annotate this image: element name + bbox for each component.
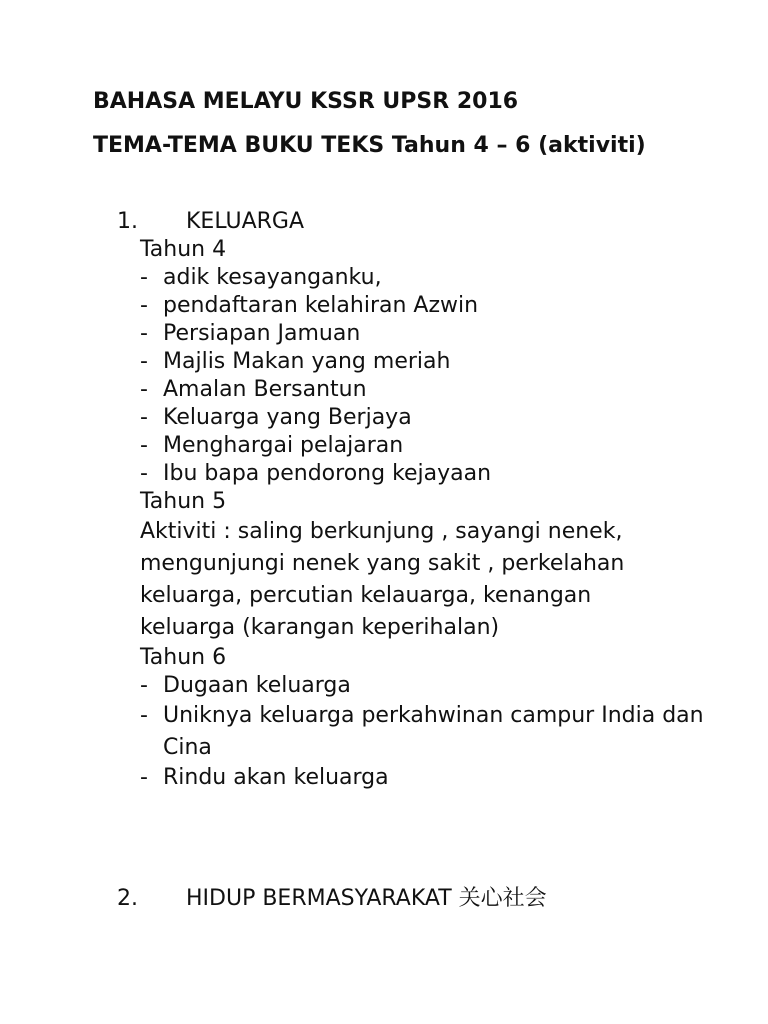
list-item [140, 460, 737, 488]
activity-paragraph: Aktiviti : saling berkunjung , sayangi nenek, mengunjungi nenek yang sakit , perkelahan keluarga, percutian kelauarga, kenangan keluarga (karangan keperihalan) [140, 519, 625, 640]
list-item [140, 348, 737, 376]
tahun-6-block [140, 644, 737, 792]
bullet-dash: - [140, 377, 148, 402]
section-number: 2. [117, 886, 138, 911]
document-title: BAHASA MELAYU KSSR UPSR 2016 [93, 89, 519, 114]
list-item [140, 264, 737, 292]
section-keluarga [117, 208, 737, 792]
section-title: HIDUP BERMASYARAKAT 关心社会 [186, 886, 547, 911]
list-item [140, 672, 737, 700]
tahun-4-list [140, 264, 737, 488]
bullet-dash: - [140, 433, 148, 458]
year-label: Tahun 4 [140, 237, 227, 262]
list-item-text: Persiapan Jamuan [163, 321, 361, 346]
list-item [140, 376, 737, 404]
list-item-text: Keluarga yang Berjaya [163, 405, 412, 430]
section-heading [117, 885, 737, 913]
bullet-dash: - [140, 265, 148, 290]
list-item-text: Uniknya keluarga perkahwinan campur India dan Cina [163, 703, 704, 760]
bullet-dash: - [140, 349, 148, 374]
bullet-dash: - [140, 461, 148, 486]
document-subtitle: TEMA-TEMA BUKU TEKS Tahun 4 – 6 (aktiviti) [93, 133, 646, 158]
year-label: Tahun 6 [140, 645, 227, 670]
list-item-text: Menghargai pelajaran [163, 433, 404, 458]
bullet-dash: - [140, 293, 148, 318]
bullet-dash: - [140, 321, 148, 346]
list-item [140, 764, 737, 792]
bullet-dash: - [140, 703, 148, 728]
tahun-4-block [140, 236, 737, 488]
list-item [140, 432, 737, 460]
list-item-text: Amalan Bersantun [163, 377, 367, 402]
section-hidup-bermasyarakat [117, 885, 737, 913]
bullet-dash: - [140, 765, 148, 790]
year-label: Tahun 5 [140, 489, 227, 514]
bullet-dash: - [140, 673, 148, 698]
list-item [140, 700, 737, 764]
list-item-text: adik kesayanganku, [163, 265, 382, 290]
list-item [140, 404, 737, 432]
tahun-6-list [140, 672, 737, 792]
section-title: KELUARGA [186, 209, 305, 234]
list-item-text: Majlis Makan yang meriah [163, 349, 451, 374]
list-item [140, 292, 737, 320]
bullet-dash: - [140, 405, 148, 430]
list-item [140, 320, 737, 348]
section-number: 1. [117, 209, 138, 234]
section-heading [117, 208, 737, 236]
list-item-text: Ibu bapa pendorong kejayaan [163, 461, 492, 486]
tahun-5-block [140, 488, 737, 644]
list-item-text: Dugaan keluarga [163, 673, 351, 698]
list-item-text: Rindu akan keluarga [163, 765, 389, 790]
list-item-text: pendaftaran kelahiran Azwin [163, 293, 479, 318]
